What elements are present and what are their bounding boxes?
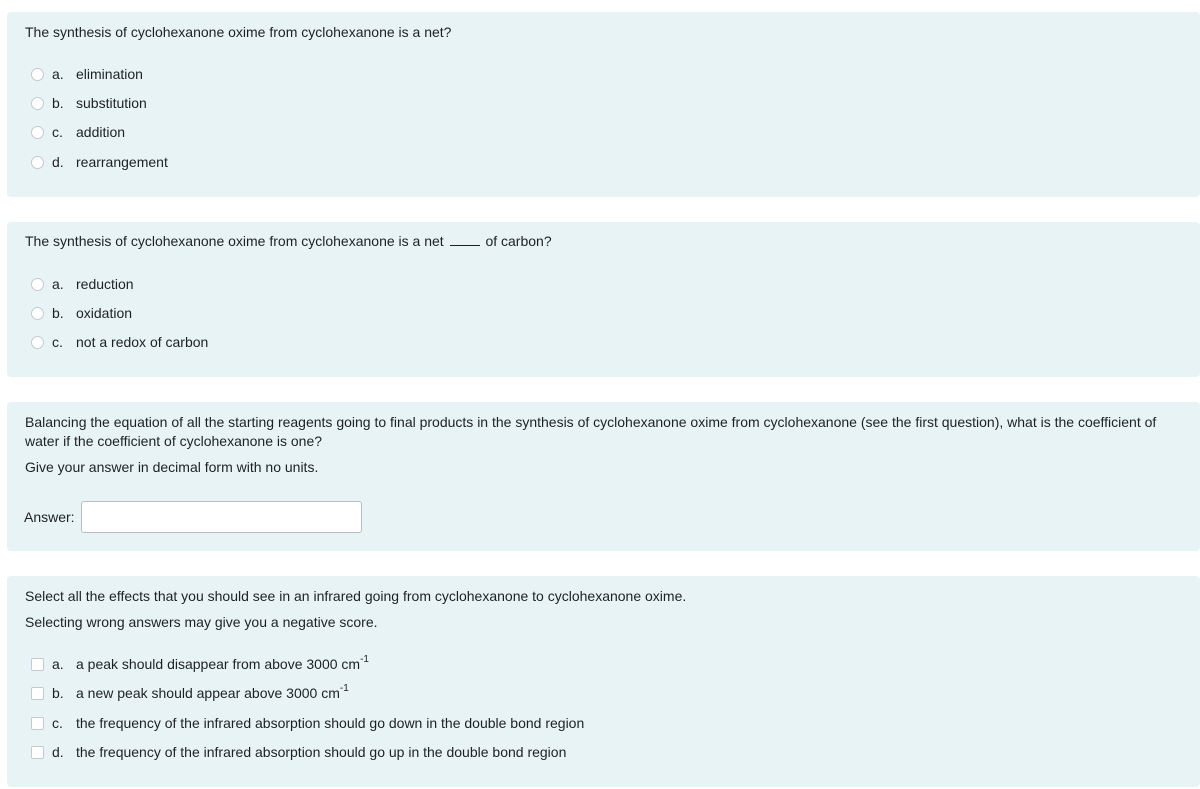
- option-label-text: a peak should disappear from above 3000 cm: [76, 656, 361, 672]
- question-1-card: [7, 12, 1200, 197]
- question-2-text-after: of carbon?: [485, 233, 552, 249]
- radio-button[interactable]: [31, 97, 44, 110]
- question-2-card: [7, 222, 1200, 377]
- question-1-text: The synthesis of cyclohexanone oxime from cyclohexanone is a net?: [25, 24, 452, 40]
- option-label: reduction: [76, 276, 134, 292]
- option-label: not a redox of carbon: [76, 334, 209, 350]
- checkbox[interactable]: [31, 746, 44, 759]
- option-label-text: a new peak should appear above 3000 cm: [76, 685, 340, 701]
- question-3-text: [25, 402, 1182, 477]
- q4-option-d[interactable]: [31, 742, 566, 762]
- option-letter: c.: [52, 334, 63, 350]
- superscript: -1: [339, 683, 349, 695]
- question-4-warning: Selecting wrong answers may give you a negative score.: [25, 614, 378, 630]
- question-2-text-before: The synthesis of cyclohexanone oxime from cyclohexanone is a net: [25, 233, 444, 249]
- q2-option-b[interactable]: [31, 303, 132, 323]
- option-letter: d.: [52, 154, 64, 170]
- radio-button[interactable]: [31, 126, 44, 139]
- option-label: [76, 656, 369, 672]
- option-label: the frequency of the infrared absorption should go up in the double bond region: [76, 744, 567, 760]
- q1-option-b[interactable]: [31, 93, 147, 113]
- option-letter: a.: [52, 276, 64, 292]
- q2-option-c[interactable]: [31, 332, 208, 352]
- option-letter: b.: [52, 305, 64, 321]
- option-letter: c.: [52, 715, 63, 731]
- question-2-text: [25, 222, 1182, 251]
- checkbox[interactable]: [31, 658, 44, 671]
- q2-option-a[interactable]: [31, 274, 134, 294]
- question-4-card: [7, 576, 1200, 787]
- question-3-card: [7, 402, 1200, 551]
- option-label: addition: [76, 124, 126, 140]
- answer-label: Answer:: [24, 509, 75, 525]
- q1-option-a[interactable]: [31, 64, 143, 84]
- q4-option-a[interactable]: [31, 654, 369, 674]
- option-label: the frequency of the infrared absorption should go down in the double bond region: [76, 715, 585, 731]
- radio-button[interactable]: [31, 307, 44, 320]
- question-3-instruction: Give your answer in decimal form with no units.: [25, 459, 319, 475]
- option-letter: b.: [52, 685, 64, 701]
- option-letter: a.: [52, 656, 64, 672]
- fill-in-blank: [450, 232, 480, 246]
- answer-row: [24, 501, 362, 533]
- option-letter: a.: [52, 66, 64, 82]
- question-3-prompt: Balancing the equation of all the starting reagents going to final products in the synthesis of cyclohexanone oxime from cyclohexanone (see the first question), what is the coefficient of water if the coefficient of cyclohexanone is one?: [25, 414, 1157, 449]
- option-letter: c.: [52, 124, 63, 140]
- option-label: oxidation: [76, 305, 133, 321]
- radio-button[interactable]: [31, 156, 44, 169]
- q1-option-d[interactable]: [31, 152, 168, 172]
- q4-option-b[interactable]: [31, 683, 349, 703]
- radio-button[interactable]: [31, 68, 44, 81]
- question-4-prompt: Select all the effects that you should see in an infrared going from cyclohexanone to cyclohexanone oxime.: [25, 588, 687, 604]
- answer-input[interactable]: [81, 501, 362, 533]
- option-label: rearrangement: [76, 154, 168, 170]
- question-4-text: [25, 576, 1182, 632]
- option-label: elimination: [76, 66, 143, 82]
- radio-button[interactable]: [31, 336, 44, 349]
- checkbox[interactable]: [31, 687, 44, 700]
- radio-button[interactable]: [31, 278, 44, 291]
- q1-option-c[interactable]: [31, 122, 125, 142]
- option-label: [76, 685, 349, 701]
- superscript: -1: [360, 654, 369, 666]
- checkbox[interactable]: [31, 717, 44, 730]
- option-letter: b.: [52, 95, 64, 111]
- option-letter: d.: [52, 744, 64, 760]
- q4-option-c[interactable]: [31, 713, 584, 733]
- option-label: substitution: [76, 95, 147, 111]
